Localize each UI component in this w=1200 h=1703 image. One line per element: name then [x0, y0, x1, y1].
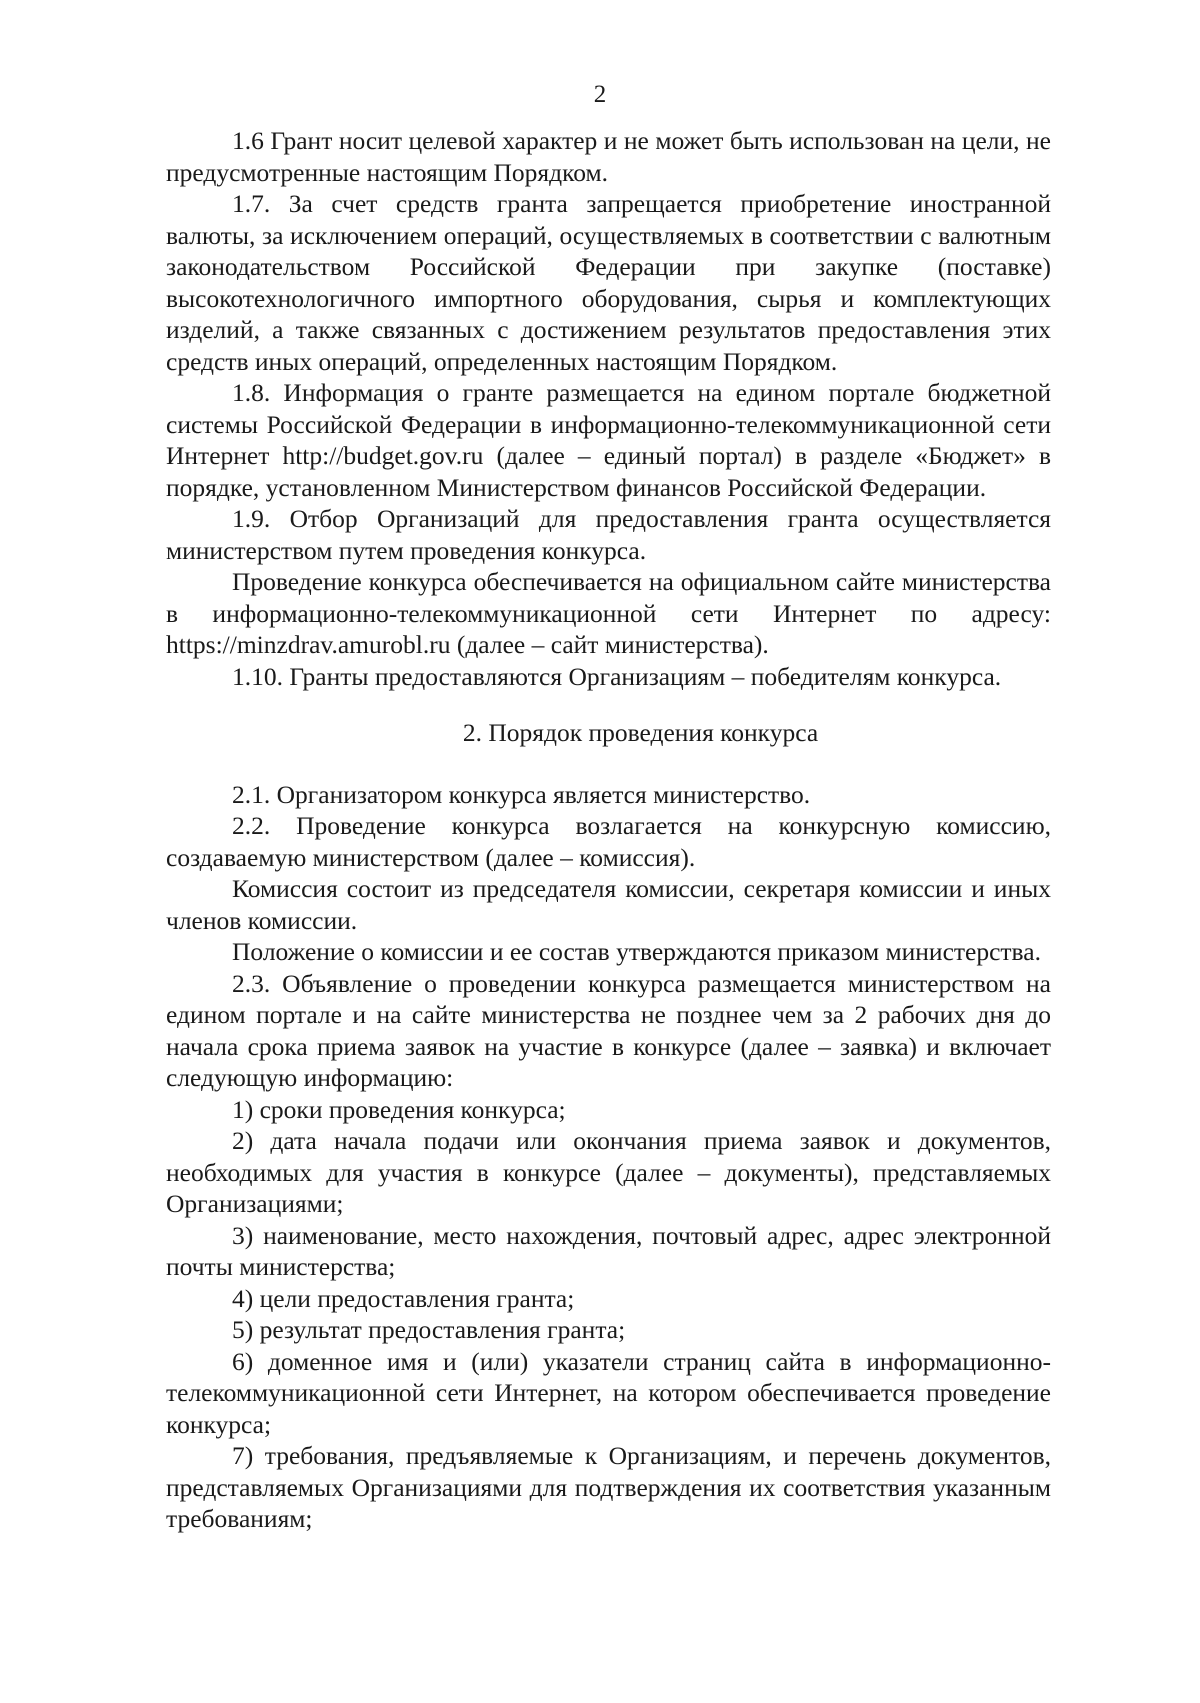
paragraph-1-6: 1.6 Грант носит целевой характер и не может быть использован на цели, не предусмотренные настоящим Порядком. — [166, 126, 1051, 187]
paragraph-commission-regulation: Положение о комиссии и ее состав утверждаются приказом министерства. — [232, 937, 1041, 966]
list-item-7: 7) требования, предъявляемые к Организациям, и перечень документов, представляемых Организациями для подтверждения их соответствия указанным требованиям; — [166, 1441, 1051, 1533]
paragraph-commission-composition: Комиссия состоит из председателя комиссии, секретаря комиссии и иных членов комиссии. — [166, 874, 1051, 935]
paragraph-2-2: 2.2. Проведение конкурса возлагается на конкурсную комиссию, создаваемую министерством (далее – комиссия). — [166, 811, 1051, 872]
paragraph-2-3: 2.3. Объявление о проведении конкурса размещается министерством на едином портале и на сайте министерства не позднее чем за 2 рабочих дня до начала срока приема заявок на участие в конкурсе (далее – заявка) и включает следующую информацию: — [166, 968, 1051, 1092]
paragraph-1-8: 1.8. Информация о гранте размещается на едином портале бюджетной системы Российской Федерации в информационно-телекоммуникационной сети Интернет http://budget.gov.ru (далее – единый портал) в разделе «Бюджет» в порядке, установленном Министерством финансов Российской Федерации. — [166, 378, 1051, 502]
list-item-2: 2) дата начала подачи или окончания приема заявок и документов, необходимых для участия в конкурсе (далее – документы), представляемых Организациями; — [166, 1126, 1051, 1218]
document-body — [166, 125, 1051, 1535]
list-item-1: 1) сроки проведения конкурса; — [232, 1094, 566, 1124]
list-item-5: 5) результат предоставления гранта; — [232, 1315, 626, 1344]
paragraph-2-1: 2.1. Организатором конкурса является министерство. — [232, 779, 811, 809]
list-item-3: 3) наименование, место нахождения, почтовый адрес, адрес электронной почты министерства; — [166, 1220, 1051, 1281]
list-item-6: 6) доменное имя и (или) указатели страниц сайта в информационно-телекоммуникационной сети Интернет, на котором обеспечивается проведение конкурса; — [166, 1346, 1051, 1439]
paragraph-1-10: 1.10. Гранты предоставляются Организациям – победителям конкурса. — [232, 661, 1002, 691]
list-item-4: 4) цели предоставления гранта; — [232, 1283, 575, 1313]
page-number: 2 — [593, 81, 607, 108]
paragraph-1-9: 1.9. Отбор Организаций для предоставления гранта осуществляется министерством путем проведения конкурса. — [166, 504, 1051, 565]
paragraph-contest-site: Проведение конкурса обеспечивается на официальном сайте министерства в информационно-телекоммуникационной сети Интернет по адресу: https://minzdrav.amurobl.ru (далее – сайт министерства). — [166, 567, 1051, 659]
paragraph-1-7: 1.7. За счет средств гранта запрещается приобретение иностранной валюты, за исключением операций, осуществляемых в соответствии с валютным законодательством Российской Федерации при закупке (поставке) высокотехнологичного импортного оборудования, сырья и комплектующих изделий, а также связанных с достижением результатов предоставления этих средств иных операций, определенных настоящим Порядком. — [166, 189, 1051, 376]
section-2-heading: 2. Порядок проведения конкурса — [462, 718, 819, 747]
